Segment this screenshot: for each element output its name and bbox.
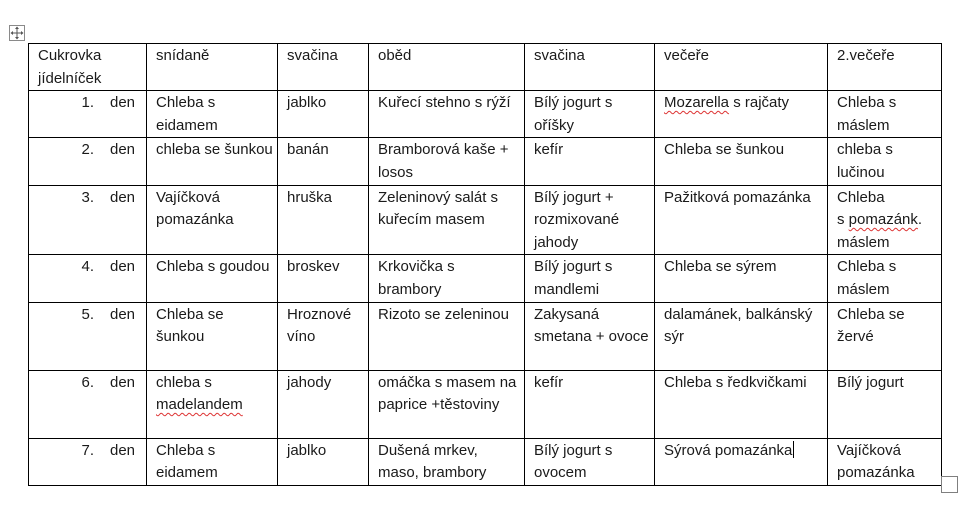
day-cell[interactable] <box>29 370 147 438</box>
day-cell[interactable] <box>29 255 147 302</box>
table-cell[interactable]: Krkovička s brambory <box>369 255 525 302</box>
table-cell[interactable]: Chleba se žervé <box>828 302 942 370</box>
day-cell[interactable] <box>29 438 147 485</box>
table-cell[interactable]: Kuřecí stehno s rýží <box>369 91 525 138</box>
table-cell[interactable]: chleba se šunkou <box>147 138 278 185</box>
table-cell[interactable]: jahody <box>278 370 369 438</box>
table-cell[interactable] <box>29 44 147 91</box>
table-row <box>29 255 942 302</box>
table-cell[interactable]: Bramborová kaše + losos <box>369 138 525 185</box>
header-cell[interactable]: 2.večeře <box>828 44 942 91</box>
table-cell[interactable]: Pažitková pomazánka <box>655 185 828 255</box>
table-cell[interactable]: Chleba se šunkou <box>147 302 278 370</box>
table-row <box>29 370 942 438</box>
misspelled-word[interactable]: Mozarella <box>664 94 730 112</box>
table-cell[interactable] <box>655 438 828 485</box>
day-word: den <box>110 441 136 459</box>
cell-text: s <box>837 211 849 229</box>
day-word: den <box>110 258 136 276</box>
text-cursor <box>793 441 794 458</box>
header-title-line1: Cukrovka <box>38 47 102 64</box>
table-cell[interactable]: jablko <box>278 438 369 485</box>
table-cell[interactable] <box>147 370 278 438</box>
header-cell[interactable]: svačina <box>278 44 369 91</box>
table-cell[interactable]: Chleba s eidamem <box>147 91 278 138</box>
table-cell[interactable]: jablko <box>278 91 369 138</box>
day-number: 4. <box>81 258 94 276</box>
day-cell[interactable] <box>29 91 147 138</box>
table-cell[interactable]: Bílý jogurt s ovocem <box>525 438 655 485</box>
table-cell[interactable]: chleba s lučinou <box>828 138 942 185</box>
table-row <box>29 438 942 485</box>
header-cell[interactable]: svačina <box>525 44 655 91</box>
table-cell[interactable]: dalamánek, balkánský sýr <box>655 302 828 370</box>
cell-text: chleba s <box>156 373 212 391</box>
table-cell[interactable]: Bílý jogurt s mandlemi <box>525 255 655 302</box>
table-cell[interactable]: Zeleninový salát s kuřecím masem <box>369 185 525 255</box>
table-cell[interactable] <box>655 91 828 138</box>
header-cell[interactable]: snídaně <box>147 44 278 91</box>
day-word: den <box>110 305 136 323</box>
table-cell[interactable]: Chleba s máslem <box>828 91 942 138</box>
table-cell[interactable]: broskev <box>278 255 369 302</box>
table-cell[interactable]: Chleba se sýrem <box>655 255 828 302</box>
day-number: 3. <box>81 188 94 206</box>
day-number: 5. <box>81 305 94 323</box>
table-cell[interactable]: Chleba s ředkvičkami <box>655 370 828 438</box>
day-word: den <box>110 188 136 206</box>
table-row <box>29 302 942 370</box>
day-word: den <box>110 141 136 159</box>
table-cell[interactable]: Rizoto se zeleninou <box>369 302 525 370</box>
table-cell[interactable]: Zakysaná smetana + ovoce <box>525 302 655 370</box>
table-row <box>29 138 942 185</box>
table-cell[interactable]: Bílý jogurt s oříšky <box>525 91 655 138</box>
table-cell[interactable]: kefír <box>525 370 655 438</box>
day-cell[interactable] <box>29 185 147 255</box>
cell-text: . máslem <box>837 211 923 251</box>
day-number: 7. <box>81 441 94 459</box>
day-word: den <box>110 373 136 391</box>
table-cell[interactable]: Chleba s máslem <box>828 255 942 302</box>
table-cell[interactable]: Chleba s goudou <box>147 255 278 302</box>
table-cell[interactable]: Dušená mrkev, maso, brambory <box>369 438 525 485</box>
day-cell[interactable] <box>29 138 147 185</box>
table-cell[interactable]: omáčka s masem na paprice +těstoviny <box>369 370 525 438</box>
table-cell[interactable]: Vajíčková pomazánka <box>147 185 278 255</box>
day-number: 6. <box>81 373 94 391</box>
day-number: 2. <box>81 141 94 159</box>
move-arrows-icon <box>10 26 24 40</box>
table-header-row <box>29 44 942 91</box>
table-cell[interactable]: Chleba se šunkou <box>655 138 828 185</box>
misspelled-word[interactable]: madelandem <box>156 396 243 414</box>
table-move-handle[interactable] <box>9 25 25 41</box>
cell-text: Chleba <box>837 188 885 206</box>
table-cell[interactable]: Chleba s eidamem <box>147 438 278 485</box>
header-cell[interactable]: oběd <box>369 44 525 91</box>
day-number: 1. <box>81 94 94 112</box>
table-cell[interactable]: Vajíčková pomazánka <box>828 438 942 485</box>
table-resize-handle[interactable] <box>941 476 958 493</box>
table-cell[interactable]: Bílý jogurt + rozmixované jahody <box>525 185 655 255</box>
table-cell[interactable]: Hroznové víno <box>278 302 369 370</box>
meal-plan-table <box>28 43 942 486</box>
table-row <box>29 185 942 255</box>
table-cell[interactable]: Bílý jogurt <box>828 370 942 438</box>
day-word: den <box>110 94 136 112</box>
table-row <box>29 91 942 138</box>
cell-text: Sýrová pomazánka <box>664 441 793 459</box>
cell-text: s rajčaty <box>729 94 790 112</box>
header-title-line2: jídelníček <box>38 69 102 87</box>
table-cell[interactable]: kefír <box>525 138 655 185</box>
day-cell[interactable] <box>29 302 147 370</box>
misspelled-word[interactable]: pomazánk <box>848 211 918 229</box>
table-cell[interactable]: banán <box>278 138 369 185</box>
header-cell[interactable]: večeře <box>655 44 828 91</box>
table-cell[interactable]: hruška <box>278 185 369 255</box>
table-cell[interactable] <box>828 185 942 255</box>
